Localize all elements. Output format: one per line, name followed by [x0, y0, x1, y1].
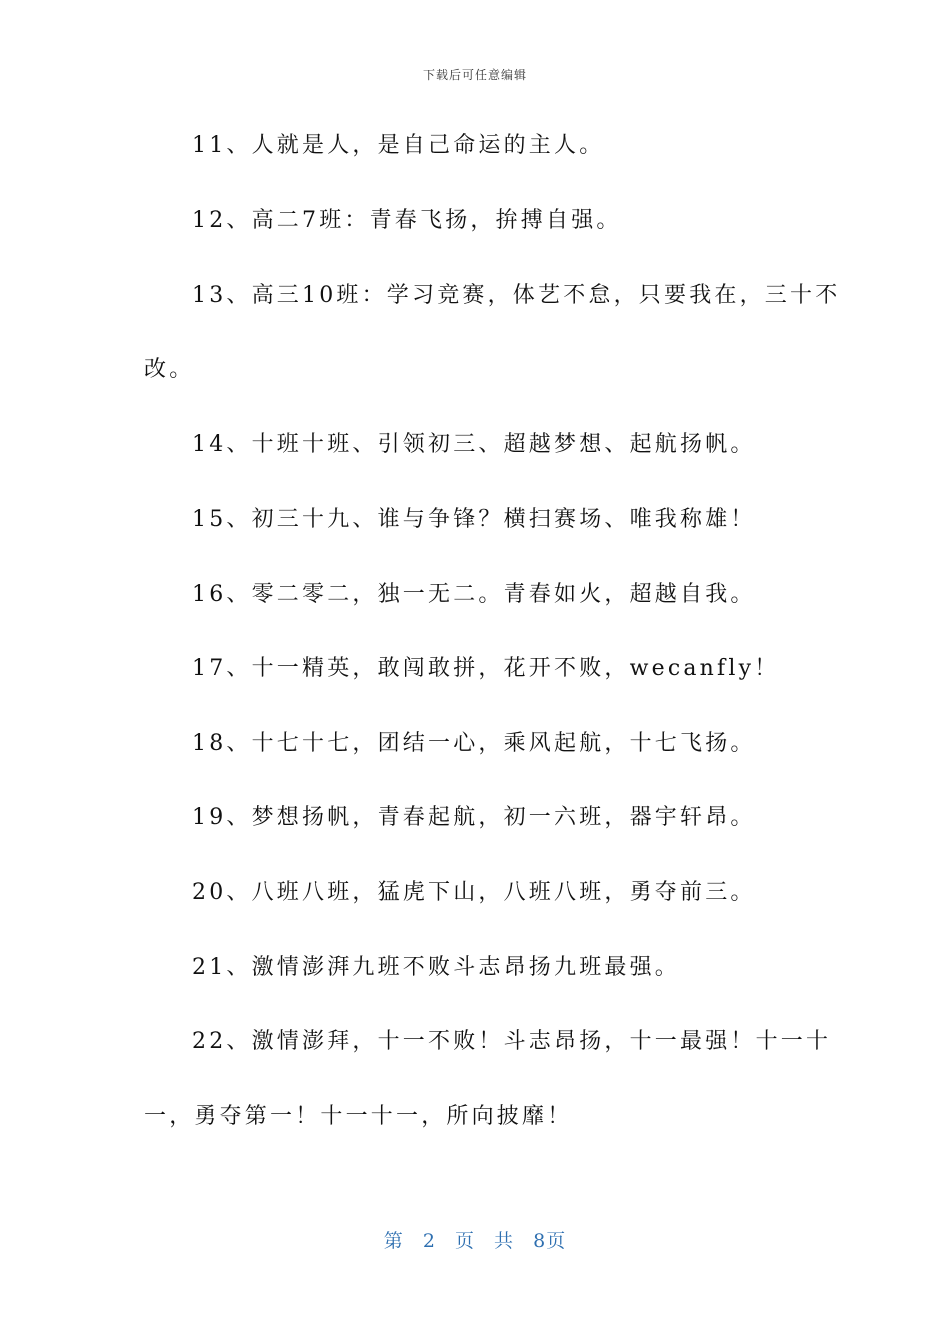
- text-line-22: 22、激情澎拜，十一不败！斗志昂扬，十一最强！十一十: [192, 1029, 832, 1054]
- text-line-19: 19、梦想扬帆，青春起航，初一六班，器宇轩昂。: [192, 805, 756, 830]
- text-line-13-continued: 改。: [144, 357, 195, 382]
- text-line-15: 15、初三十九、谁与争锋？横扫赛场、唯我称雄！: [192, 507, 756, 532]
- footer-total-pages: 8页: [533, 1230, 567, 1252]
- footer-label-page: 第: [383, 1230, 404, 1252]
- footer-current-page: 2: [422, 1230, 436, 1252]
- text-line-11: 11、人就是人，是自己命运的主人。: [192, 133, 605, 158]
- text-line-17: 17、十一精英，敢闯敢拼，花开不败，wecanfly！: [192, 656, 780, 681]
- text-line-21: 21、激情澎湃九班不败斗志昂扬九班最强。: [192, 955, 680, 980]
- page-footer: [0, 1226, 950, 1253]
- text-line-20: 20、八班八班，猛虎下山，八班八班，勇夺前三。: [192, 880, 756, 905]
- text-line-12: 12、高二7班：青春飞扬，拚搏自强。: [192, 208, 622, 233]
- text-line-14: 14、十班十班、引领初三、超越梦想、起航扬帆。: [192, 432, 756, 457]
- text-line-16: 16、零二零二，独一无二。青春如火，超越自我。: [192, 582, 756, 607]
- page-header: 下载后可任意编辑: [422, 68, 527, 82]
- text-line-22-continued: 一，勇夺第一！十一十一，所向披靡！: [144, 1104, 573, 1129]
- text-line-18: 18、十七十七，团结一心，乘风起航，十七飞扬。: [192, 731, 756, 756]
- footer-label-page-unit: 页: [454, 1230, 475, 1252]
- text-line-13: 13、高三10班：学习竞赛，体艺不怠，只要我在，三十不: [192, 283, 841, 308]
- footer-label-total: 共: [494, 1230, 515, 1252]
